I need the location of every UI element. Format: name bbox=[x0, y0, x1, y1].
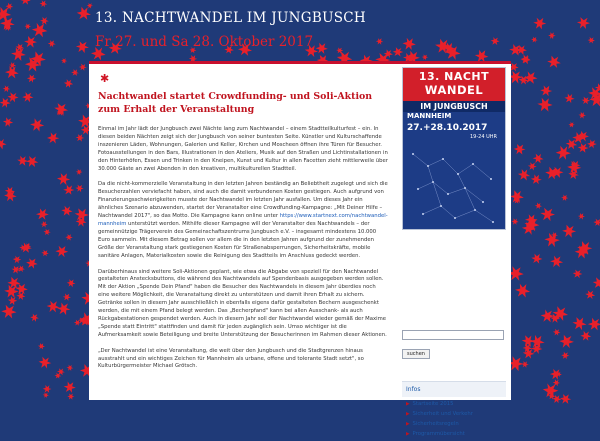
chevron-right-icon: ▶ bbox=[406, 432, 410, 437]
decor-star bbox=[561, 352, 569, 360]
decor-star bbox=[550, 256, 563, 268]
poster-text: WANDEL bbox=[424, 83, 484, 97]
decor-star bbox=[20, 0, 30, 5]
post-paragraph: „Der Nachtwandel ist eine Veranstaltung, die weit über den Jungbusch und die Stadtgrenzen hinaus ausstrahlt und ein wichtiges Zeichen für Mannheim als urbane, offene und tolerante Stadt setzt", so Kulturbürgermeister Michael Grötsch. bbox=[98, 347, 364, 370]
decor-star bbox=[403, 38, 416, 50]
info-link-label: Startseite 2015 bbox=[412, 401, 454, 407]
post-paragraph: Einmal im Jahr lädt der Jungbusch zwei Nächte lang zum Nachtwandel – einem Stadtteilkulturfest – ein. In diesen beiden Nächten zeigt sich der Jungbusch von seiner buntesten Seite. Künstler und Kulturschaffende inszenieren Läden, Wohnungen, Galerien und Keller, Kirchen und Moscheen öffnen ihre Türen für Besucher. Fotoausstellungen in den Bars, Illustrationen in den Ateliers, Musik auf den Straßen und Lichtinstallationen in den Hinterhöfen, Essen und Trinken in den Kneipen, Kunst und Kultur in allen Facetten zieht mittlerweile über 30.000 Gäste an zwei Abenden in den kreativen, multikulturellen Stadtteil. bbox=[98, 126, 388, 172]
chevron-right-icon: ▶ bbox=[406, 412, 410, 417]
search-button[interactable]: suchen bbox=[402, 349, 430, 359]
decor-star bbox=[568, 170, 579, 180]
decor-star bbox=[573, 270, 583, 279]
decor-star bbox=[36, 208, 49, 220]
decor-star bbox=[77, 7, 91, 20]
info-link-label: Sicherheitsregeln bbox=[412, 421, 459, 427]
decor-star bbox=[65, 234, 72, 241]
event-poster[interactable] bbox=[402, 67, 506, 230]
chevron-right-icon: ▶ bbox=[406, 402, 410, 407]
constellation-graphic bbox=[403, 144, 505, 229]
poster-text: 19-24 UHR bbox=[469, 134, 497, 140]
decor-star bbox=[40, 0, 48, 7]
decor-star bbox=[533, 154, 544, 164]
decor-star bbox=[5, 66, 19, 79]
decor-star bbox=[26, 156, 39, 167]
poster-text: MANNHEIM bbox=[407, 112, 452, 120]
decor-star bbox=[61, 58, 67, 64]
decor-star bbox=[511, 218, 518, 225]
poster-text: 27.+28.10.2017 bbox=[407, 123, 488, 133]
decor-star bbox=[30, 118, 44, 131]
search-widget bbox=[402, 330, 506, 359]
decor-star bbox=[67, 365, 74, 371]
decor-star bbox=[41, 221, 48, 228]
site-title[interactable]: 13. NACHTWANDEL IM JUNGBUSCH bbox=[95, 10, 367, 26]
info-link-label: Programmübersicht bbox=[412, 431, 465, 437]
post-paragraph: Darüberhinaus sind weitere Soli-Aktionen geplant, wie etwa die Abgabe von speziell für den Nachtwandel gestalteten Anstecksbuttons, die während des Nachtwandels auf Spendenbasis ausgegeben werden sollen. Mit der Aktion „Spende Dein Pfand" haben die Besucher des Nachtwandels in diesem Jahr überdies noch eine weitere Möglichkeit, die Veranstaltung direkt zu unterstützen und damit ihren Erhalt zu sichern. Getränke sollen in diesem Jahr ausschließlich in ebenfalls eigens dafür gestalteten Bechern ausgeschenkt werden, die mit einem Pfand belegt werden. Das „Becherpfand" kann bei allen Ausschank- als auch Rückgabestationen gespendet werden. Auch in diesem Jahr soll der Nachtwandel wieder gemäß der Maxime „Spende statt Eintritt" stattfinden und damit für jeden zugänglich sein. Umso wichtiger ist die Aufmerksamkeit sowie Beteiligung und breite Unterstützung der Besucherinnen im Rahmen dieser Aktionen. bbox=[98, 268, 387, 338]
decor-star bbox=[521, 55, 531, 64]
decor-star bbox=[593, 219, 600, 227]
decor-star bbox=[7, 92, 18, 102]
post-body bbox=[98, 126, 388, 371]
decor-star bbox=[547, 56, 561, 68]
decor-star bbox=[531, 37, 538, 43]
site-subtitle: Fr 27. und Sa 28. Oktober 2017 bbox=[95, 34, 314, 50]
decor-star bbox=[564, 94, 574, 104]
decor-star bbox=[44, 229, 51, 236]
decor-star bbox=[540, 208, 555, 221]
paragraph-text: unterstützt werden. Mithilfe dieser Kampagne will der Veranstalter des Nachtwandels – der gemeinnützige Trägerverein des Gemeinschaftszentrums Jungbusch e.V. – insgesamt mindestens 10.000 Euro sammeln. Mit diesem Betrag sollen vor allem die in den letzten Jahren aufgrund der zunehmenden Größe der Veranstaltung stark gestiegenen Kosten für Straßenabsperrungen, Sicherheitskräfte, mobile sanitäre Anlagen, Materialkosten sowie die Reinigung des Stadtteils im Anschluss gedeckt werden. bbox=[98, 220, 377, 259]
decor-star bbox=[541, 310, 555, 323]
decor-star bbox=[24, 36, 37, 48]
decor-star bbox=[580, 331, 591, 341]
decor-star bbox=[582, 97, 591, 105]
decor-star bbox=[43, 385, 52, 393]
decor-star bbox=[588, 37, 595, 44]
decor-star bbox=[518, 169, 530, 180]
decor-star bbox=[63, 185, 74, 195]
poster-text: 13. NACHT bbox=[418, 70, 490, 83]
decor-star bbox=[533, 18, 546, 30]
decor-star bbox=[87, 3, 93, 9]
decor-star bbox=[577, 17, 590, 29]
post-content bbox=[98, 74, 388, 379]
decor-star bbox=[560, 394, 571, 404]
decor-star bbox=[553, 379, 561, 386]
decor-star bbox=[588, 318, 600, 331]
decor-star bbox=[562, 225, 576, 238]
decor-star bbox=[39, 357, 52, 369]
decor-star bbox=[38, 343, 45, 349]
decor-star bbox=[57, 303, 70, 316]
decor-star bbox=[32, 23, 48, 37]
decor-star bbox=[521, 361, 528, 368]
decor-star bbox=[16, 284, 28, 295]
decor-star bbox=[41, 250, 48, 257]
decor-star bbox=[579, 112, 586, 119]
chevron-right-icon: ▶ bbox=[406, 422, 410, 427]
decor-star bbox=[376, 38, 383, 45]
decor-star bbox=[47, 301, 60, 313]
post-paragraph bbox=[98, 181, 388, 260]
decor-star bbox=[589, 93, 600, 107]
info-link-sicherheit-verkehr[interactable] bbox=[406, 411, 506, 417]
decor-star bbox=[537, 98, 552, 112]
decor-star bbox=[17, 265, 25, 272]
decor-star bbox=[553, 329, 561, 336]
decor-star bbox=[0, 138, 7, 149]
info-heading: Infos bbox=[402, 381, 506, 397]
decor-star bbox=[61, 206, 72, 216]
decor-star bbox=[545, 167, 559, 180]
decor-star bbox=[524, 71, 538, 83]
decor-star bbox=[585, 290, 595, 299]
poster-text: IM JUNGBUSCH bbox=[403, 101, 505, 112]
decor-star bbox=[40, 17, 49, 25]
decor-star bbox=[550, 369, 562, 380]
search-input[interactable] bbox=[402, 330, 504, 340]
page-container bbox=[89, 61, 511, 437]
decor-star bbox=[491, 37, 500, 45]
info-link-startseite[interactable] bbox=[406, 401, 506, 407]
decor-star bbox=[578, 213, 585, 220]
decor-star bbox=[540, 85, 552, 96]
decor-star bbox=[531, 254, 542, 264]
decor-star bbox=[17, 156, 28, 166]
decor-star bbox=[531, 344, 542, 354]
decor-star bbox=[64, 382, 76, 393]
info-list bbox=[402, 401, 506, 437]
decor-star bbox=[67, 393, 74, 399]
decor-star bbox=[47, 132, 59, 143]
decor-star bbox=[559, 335, 574, 348]
decor-star bbox=[30, 314, 39, 322]
decor-star bbox=[422, 54, 429, 60]
site-header bbox=[95, 10, 366, 50]
post-title[interactable]: Nachtwandel startet Crowdfunding- und Soli-Aktion zum Erhalt der Veranstaltung bbox=[98, 91, 373, 115]
decor-star bbox=[71, 69, 79, 76]
top-divider bbox=[89, 61, 511, 64]
decor-star bbox=[76, 134, 85, 142]
info-link-programm[interactable] bbox=[406, 431, 506, 437]
decor-star bbox=[67, 279, 76, 287]
decor-star bbox=[13, 256, 21, 264]
decor-star bbox=[27, 74, 36, 83]
paragraph-text: Da die nicht-kommerzielle Veranstaltung in den letzten Jahren beständig an Beliebtheit zugelegt und sich die Besucherzahlen verviefacht haben, sind auch die damit verbundenen Kosten gestiegen. Auch aufgrund von Finanzierungsschwierigkeiten musste der Nachtwandel im letzten Jahr ausfallen. Um dieses Jahr ein ähnliches Szenario abzuwenden, startet der Veranstalter eine Crowdfunding-Kampagne: „Mit Deiner Hilfe – Nachtwandel 2017", so das Motto. Die Kampagne kann online unter bbox=[98, 181, 388, 220]
info-link-label: Sicherheit und Verkehr bbox=[412, 411, 473, 417]
sidebar bbox=[402, 67, 506, 441]
decor-star bbox=[79, 64, 87, 71]
decor-star bbox=[528, 162, 537, 170]
decor-star bbox=[25, 23, 32, 29]
decor-star bbox=[55, 246, 68, 257]
info-widget bbox=[402, 381, 506, 437]
decor-star bbox=[76, 169, 83, 175]
star-icon: ✱ bbox=[100, 72, 110, 85]
decor-star bbox=[572, 317, 586, 330]
decor-star bbox=[561, 195, 568, 202]
decor-star bbox=[3, 117, 13, 127]
decor-star bbox=[75, 185, 83, 193]
decor-star bbox=[76, 217, 87, 227]
decor-star bbox=[11, 266, 20, 274]
decor-star bbox=[22, 92, 33, 102]
decor-star bbox=[63, 293, 71, 301]
decor-star bbox=[57, 173, 70, 185]
decor-star bbox=[393, 47, 404, 56]
decor-star bbox=[3, 85, 11, 92]
decor-star bbox=[535, 203, 542, 210]
decor-star bbox=[593, 277, 600, 289]
decor-star bbox=[64, 79, 73, 88]
decor-star bbox=[515, 284, 530, 298]
decor-star bbox=[43, 393, 49, 399]
decor-star bbox=[0, 98, 11, 108]
decor-star bbox=[48, 40, 56, 47]
decor-star bbox=[531, 174, 542, 184]
decor-star bbox=[569, 122, 575, 128]
crowdfunding-link[interactable]: https://www.startnext.com/nachtwandel-mannheim bbox=[98, 213, 388, 227]
decor-star bbox=[578, 143, 589, 153]
decor-star bbox=[509, 44, 522, 56]
decor-star bbox=[587, 139, 597, 148]
decor-star bbox=[76, 41, 89, 53]
decor-star bbox=[548, 32, 556, 39]
decor-star bbox=[26, 258, 38, 269]
decor-star bbox=[514, 144, 526, 155]
info-link-sicherheitsregeln[interactable] bbox=[406, 421, 506, 427]
decor-star bbox=[1, 305, 16, 319]
decor-star bbox=[8, 296, 17, 305]
